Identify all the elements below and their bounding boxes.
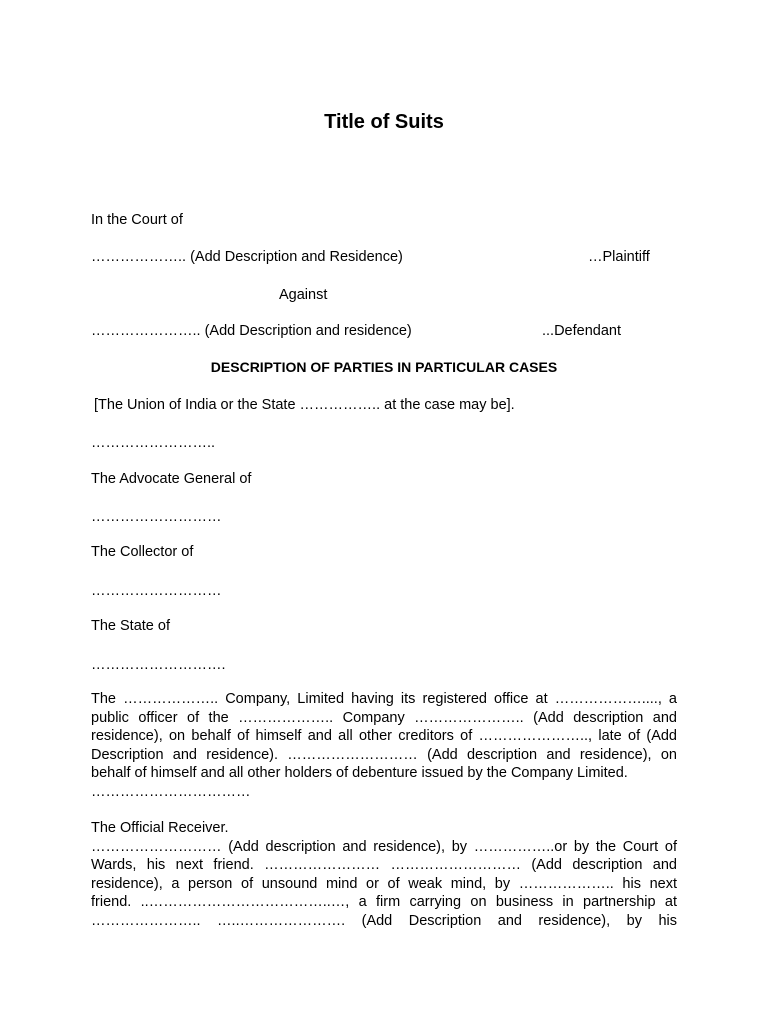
paragraph-line: ……………………………: [91, 783, 251, 800]
union-line: [The Union of India or the State …………….. at the case may be].: [94, 397, 515, 413]
paragraph-line: The ……………….. Company, Limited having its registered office at ………………...., a: [91, 691, 677, 707]
against-label: Against: [279, 287, 328, 303]
defendant-description: ………………….. (Add Description and residence): [91, 323, 412, 339]
defendant-label: ...Defendant: [542, 323, 621, 339]
collector-line: The Collector of: [91, 544, 194, 560]
dots-line: ……………………..: [91, 435, 216, 451]
official-receiver-paragraph: [91, 819, 677, 931]
paragraph-line: friend. ..………………………………..…, a firm carrying on business in partnership at: [91, 894, 677, 911]
paragraph-line: ………………….. …..…………………. (Add Description and residence), by his: [91, 912, 677, 929]
section-heading: DESCRIPTION OF PARTIES IN PARTICULAR CASES: [210, 359, 558, 375]
paragraph-line: Description and residence). ……………………… (Add description and residence), on: [91, 746, 677, 763]
dots-line: ………………………: [91, 583, 222, 599]
dots-line: ……………………….: [91, 657, 226, 673]
state-line: The State of: [91, 618, 170, 634]
document-title: Title of Suits: [324, 111, 444, 133]
paragraph-line: ……………………… (Add description and residence), by ……………..or by the Court of: [91, 838, 677, 855]
paragraph-line: residence), a person of unsound mind or of weak mind, by ……………….. his next: [91, 875, 677, 892]
paragraph-line: Wards, his next friend. …………………… ……………………… (Add description and: [91, 857, 677, 874]
paragraph-line: public officer of the ……………….. Company ………………….. (Add description and: [91, 709, 677, 726]
paragraph-line: behalf of himself and all other holders of debenture issued by the Company Limited.: [91, 765, 628, 782]
paragraph-line: residence), on behalf of himself and all other creditors of ………………….., late of (Add: [91, 728, 677, 745]
company-paragraph: [91, 690, 677, 802]
court-line: In the Court of: [91, 212, 183, 228]
advocate-general-line: The Advocate General of: [91, 471, 252, 487]
plaintiff-description: ……………….. (Add Description and Residence): [91, 249, 403, 265]
dots-line: ………………………: [91, 509, 222, 525]
plaintiff-label: …Plaintiff: [588, 249, 650, 265]
paragraph-line: The Official Receiver.: [91, 820, 229, 836]
